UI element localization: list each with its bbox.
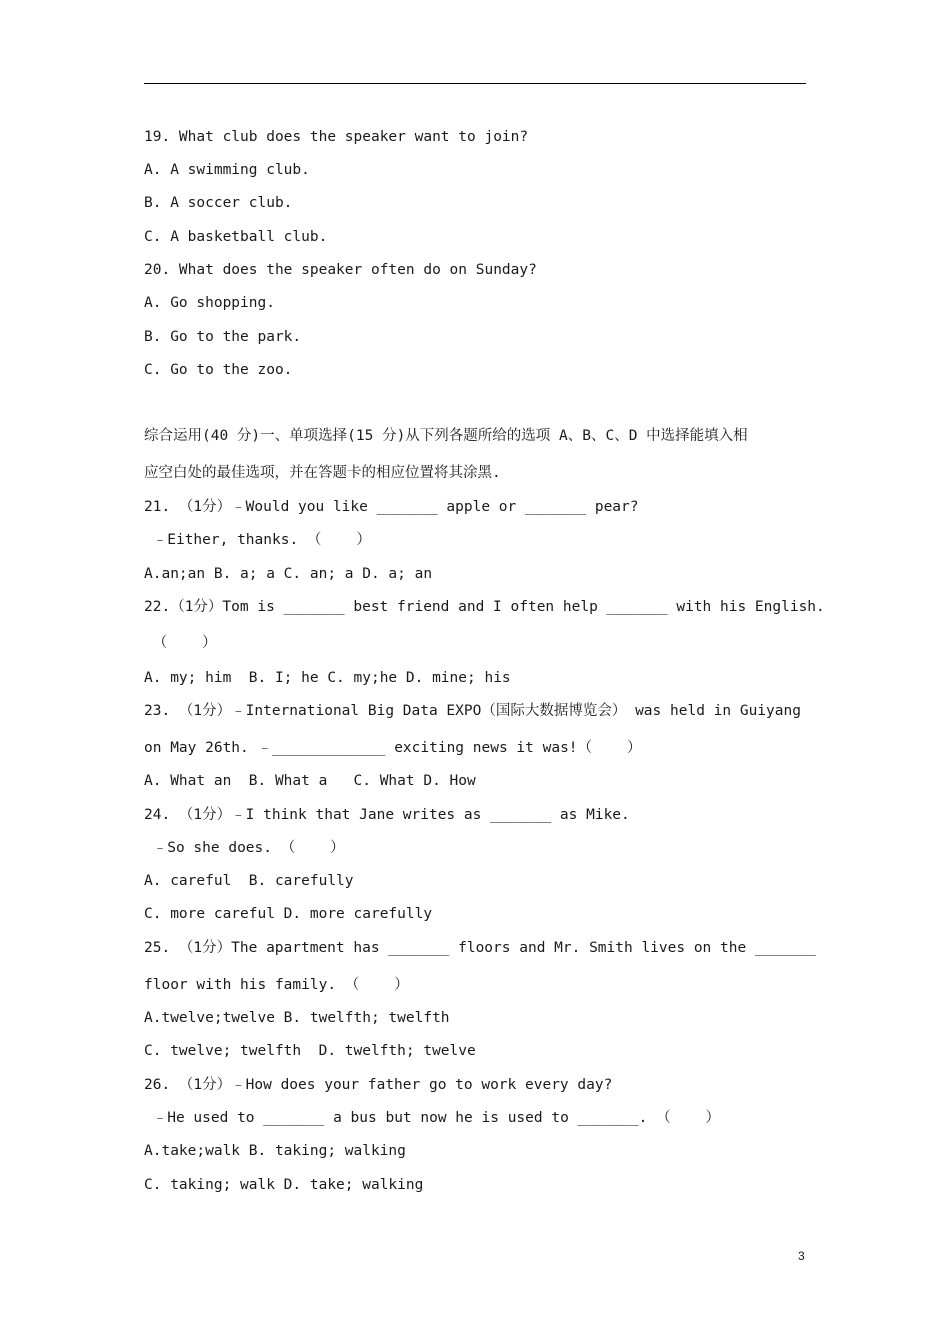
question-25-cont: floor with his family. （ ）	[144, 977, 409, 993]
options-24-cd: C. more careful D. more carefully	[144, 906, 433, 922]
options-26-ab: A.take;walk B. taking; walking	[144, 1143, 406, 1159]
part-heading-line-1: 综合运用(40 分)一、单项选择(15 分)从下列各题所给的选项 A、B、C、D 中选择能填入相	[144, 428, 748, 444]
options-21: A.an;an B. a; a C. an; a D. a; an	[144, 566, 433, 582]
option-20-c: C. Go to the zoo.	[144, 362, 293, 378]
question-20: 20. What does the speaker often do on Sunday?	[144, 262, 537, 278]
question-23-cont: on May 26th. ﹣_____________ exciting news it was!（ ）	[144, 740, 642, 756]
question-19: 19. What club does the speaker want to join?	[144, 129, 529, 145]
option-19-a: A. A swimming club.	[144, 162, 310, 178]
question-26-reply: ﹣He used to _______ a bus but now he is used to _______. （ ）	[144, 1110, 721, 1126]
question-25: 25. （1分）The apartment has _______ floors and Mr. Smith lives on the _______	[144, 940, 817, 956]
part-heading-line-2: 应空白处的最佳选项，并在答题卡的相应位置将其涂黑.	[144, 465, 501, 481]
option-19-c: C. A basketball club.	[144, 229, 328, 245]
question-26: 26. （1分）﹣How does your father go to work every day?	[144, 1077, 613, 1093]
option-20-a: A. Go shopping.	[144, 295, 275, 311]
question-24-reply: ﹣So she does. （ ）	[144, 840, 345, 856]
option-20-b: B. Go to the park.	[144, 329, 302, 345]
options-24-ab: A. careful B. carefully	[144, 873, 354, 889]
question-23: 23. （1分）﹣International Big Data EXPO（国际大数据博览会） was held in Guiyang	[144, 703, 801, 719]
options-23: A. What an B. What a C. What D. How	[144, 773, 476, 789]
question-22: 22.（1分）Tom is _______ best friend and I often help _______ with his English.	[144, 599, 825, 615]
question-21: 21. （1分）﹣Would you like _______ apple or _______ pear?	[144, 499, 639, 515]
question-22-bracket: （ ）	[144, 635, 217, 651]
page-number: 3	[798, 1249, 805, 1263]
question-21-reply: ﹣Either, thanks. （ ）	[144, 532, 371, 548]
header-rule	[144, 83, 806, 84]
options-25-cd: C. twelve; twelfth D. twelfth; twelve	[144, 1043, 476, 1059]
option-19-b: B. A soccer club.	[144, 195, 293, 211]
options-22: A. my; him B. I; he C. my;he D. mine; his	[144, 670, 511, 686]
question-24: 24. （1分）﹣I think that Jane writes as _______ as Mike.	[144, 807, 630, 823]
options-26-cd: C. taking; walk D. take; walking	[144, 1177, 424, 1193]
options-25-ab: A.twelve;twelve B. twelfth; twelfth	[144, 1010, 450, 1026]
